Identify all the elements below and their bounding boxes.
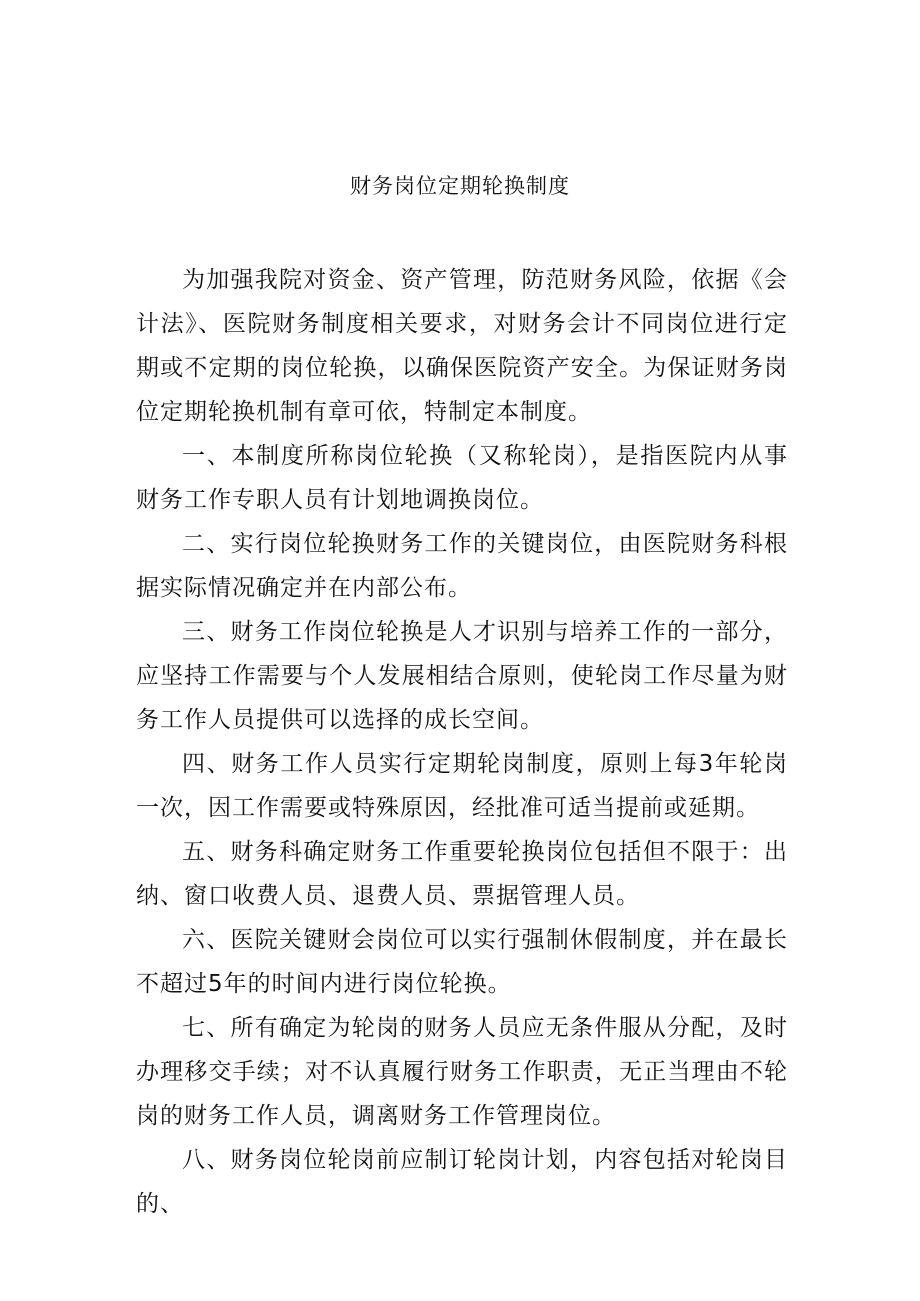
document-title: 财务岗位定期轮换制度 bbox=[350, 174, 570, 198]
paragraph-article-5: 五、财务科确定财务工作重要轮换岗位包括但不限于：出纳、窗口收费人员、退费人员、票据管理人员。 bbox=[136, 839, 788, 909]
paragraph-article-1: 一、本制度所称岗位轮换（又称轮岗），是指医院内从事财务工作专职人员有计划地调换岗位。 bbox=[136, 443, 788, 513]
paragraph-intro: 为加强我院对资金、资产管理，防范财务风险，依据《会计法》、医院财务制度相关要求，对财务会计不同岗位进行定期或不定期的岗位轮换，以确保医院资产安全。为保证财务岗位定期轮换机制有章可依，特制定本制度。 bbox=[136, 267, 788, 425]
document-body bbox=[136, 258, 788, 1226]
paragraph-article-2: 二、实行岗位轮换财务工作的关键岗位，由医院财务科根据实际情况确定并在内部公布。 bbox=[136, 531, 788, 601]
paragraph-article-3: 三、财务工作岗位轮换是人才识别与培养工作的一部分，应坚持工作需要与个人发展相结合原则，使轮岗工作尽量为财务工作人员提供可以选择的成长空间。 bbox=[136, 619, 788, 733]
paragraph-article-8: 八、财务岗位轮岗前应制订轮岗计划，内容包括对轮岗目的、 bbox=[136, 1147, 788, 1217]
paragraph-article-4: 四、财务工作人员实行定期轮岗制度，原则上每3年轮岗一次，因工作需要或特殊原因，经批准可适当提前或延期。 bbox=[136, 751, 788, 821]
paragraph-article-6: 六、医院关键财会岗位可以实行强制休假制度，并在最长不超过5年的时间内进行岗位轮换。 bbox=[136, 927, 788, 997]
paragraph-article-7: 七、所有确定为轮岗的财务人员应无条件服从分配，及时办理移交手续；对不认真履行财务工作职责，无正当理由不轮岗的财务工作人员，调离财务工作管理岗位。 bbox=[136, 1015, 788, 1129]
